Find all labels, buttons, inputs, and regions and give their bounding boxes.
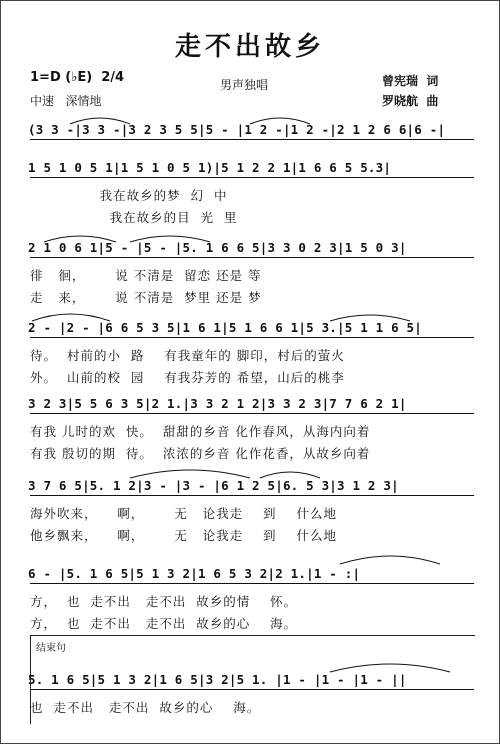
beam-line (30, 689, 474, 690)
lyric-verse-1: 海外吹来， 啊， 无 论我走 到 什么地 (30, 506, 337, 521)
tempo-marking: 中速 深情地 (30, 94, 102, 108)
slur-marks (30, 548, 470, 566)
notation-line-4: 2 - |2 - |6 6 5 3 5|1 6 1|5 1 6 6 1|5 3.|5 1 1 6 5| (28, 320, 423, 335)
lyric-verse-1: 我在故乡的梦 幻 中 (30, 188, 228, 203)
lyric-verse-2: 走 来， 说 不清是 梦里 还是 梦 (30, 290, 262, 305)
lyric-verse-2: 方， 也 走不出 走不出 故乡的心 海。 (30, 616, 298, 631)
notation-line-coda: 5. 1 6 5|5 1 3 2|1 6 5|3 2|5 1. |1 - |1 - |1 - || (28, 672, 407, 687)
beam-line (30, 337, 474, 338)
lyric-verse-1: 徘 徊， 说 不清是 留恋 还是 等 (30, 268, 262, 283)
lyric-verse-1: 待。 村前的小 路 有我童年的 脚印，村后的萤火 (30, 348, 345, 363)
lyric-verse-2: 有我 殷切的期 待。 浓浓的乡音 化作花香，从故乡向着 (30, 446, 371, 461)
coda-label: 结束句 (36, 643, 66, 654)
beam-line (30, 413, 474, 414)
beam-line (30, 583, 474, 584)
song-title: 走不出故乡 (174, 32, 325, 62)
key-signature: 1=D (♭E) 2/4 (30, 70, 125, 85)
notation-line-6: 3 7 6 5|5. 1 2|3 - |3 - |6 1 2 5|6. 5 3|3 1 2 3| (28, 478, 399, 493)
lyric-verse-1: 有我 儿时的欢 快。 甜甜的乡音 化作春风，从海内向着 (30, 424, 371, 439)
notation-line-2: 1 5 1 0 5 1|1 5 1 0 5 1)|5 1 2 2 1|1 6 6 5 5.3| (28, 160, 392, 175)
lyric-verse-2: 外。 山前的校 园 有我芬芳的 希望，山后的桃李 (30, 370, 345, 385)
lyric-verse-2: 他乡飘来， 啊， 无 论我走 到 什么地 (30, 528, 337, 543)
performance-type: 男声独唱 (220, 78, 269, 92)
lyric-coda: 也 走不出 走不出 故乡的心 海。 (30, 700, 261, 715)
beam-line (30, 139, 474, 140)
notation-line-5: 3 2 3|5 5 6 3 5|2 1.|3 3 2 1 2|3 3 2 3|7 7 6 2 1| (28, 396, 407, 411)
notation-line-1: (3 3 -|3 3 -|3 2 3 5 5|5 - |1 2 -|1 2 -|2 1 2 6 6|6 -| (28, 122, 446, 137)
lyric-verse-1: 方， 也 走不出 走不出 故乡的情 怀。 (30, 594, 298, 609)
beam-line (30, 257, 474, 258)
lyric-verse-2: 我在故乡的目 光 里 (30, 210, 238, 225)
notation-line-7: 6 - |5. 1 6 5|5 1 3 2|1 6 5 3 2|2 1.|1 - :| (28, 566, 361, 581)
beam-line (30, 177, 474, 178)
beam-line (30, 495, 474, 496)
notation-line-3: 2 1 0 6 1|5 - |5 - |5. 1 6 6 5|3 3 0 2 3|1 5 0 3| (28, 240, 407, 255)
lyricist-credit: 曾宪瑞 词 (382, 74, 439, 88)
composer-credit: 罗晓航 曲 (382, 94, 439, 108)
